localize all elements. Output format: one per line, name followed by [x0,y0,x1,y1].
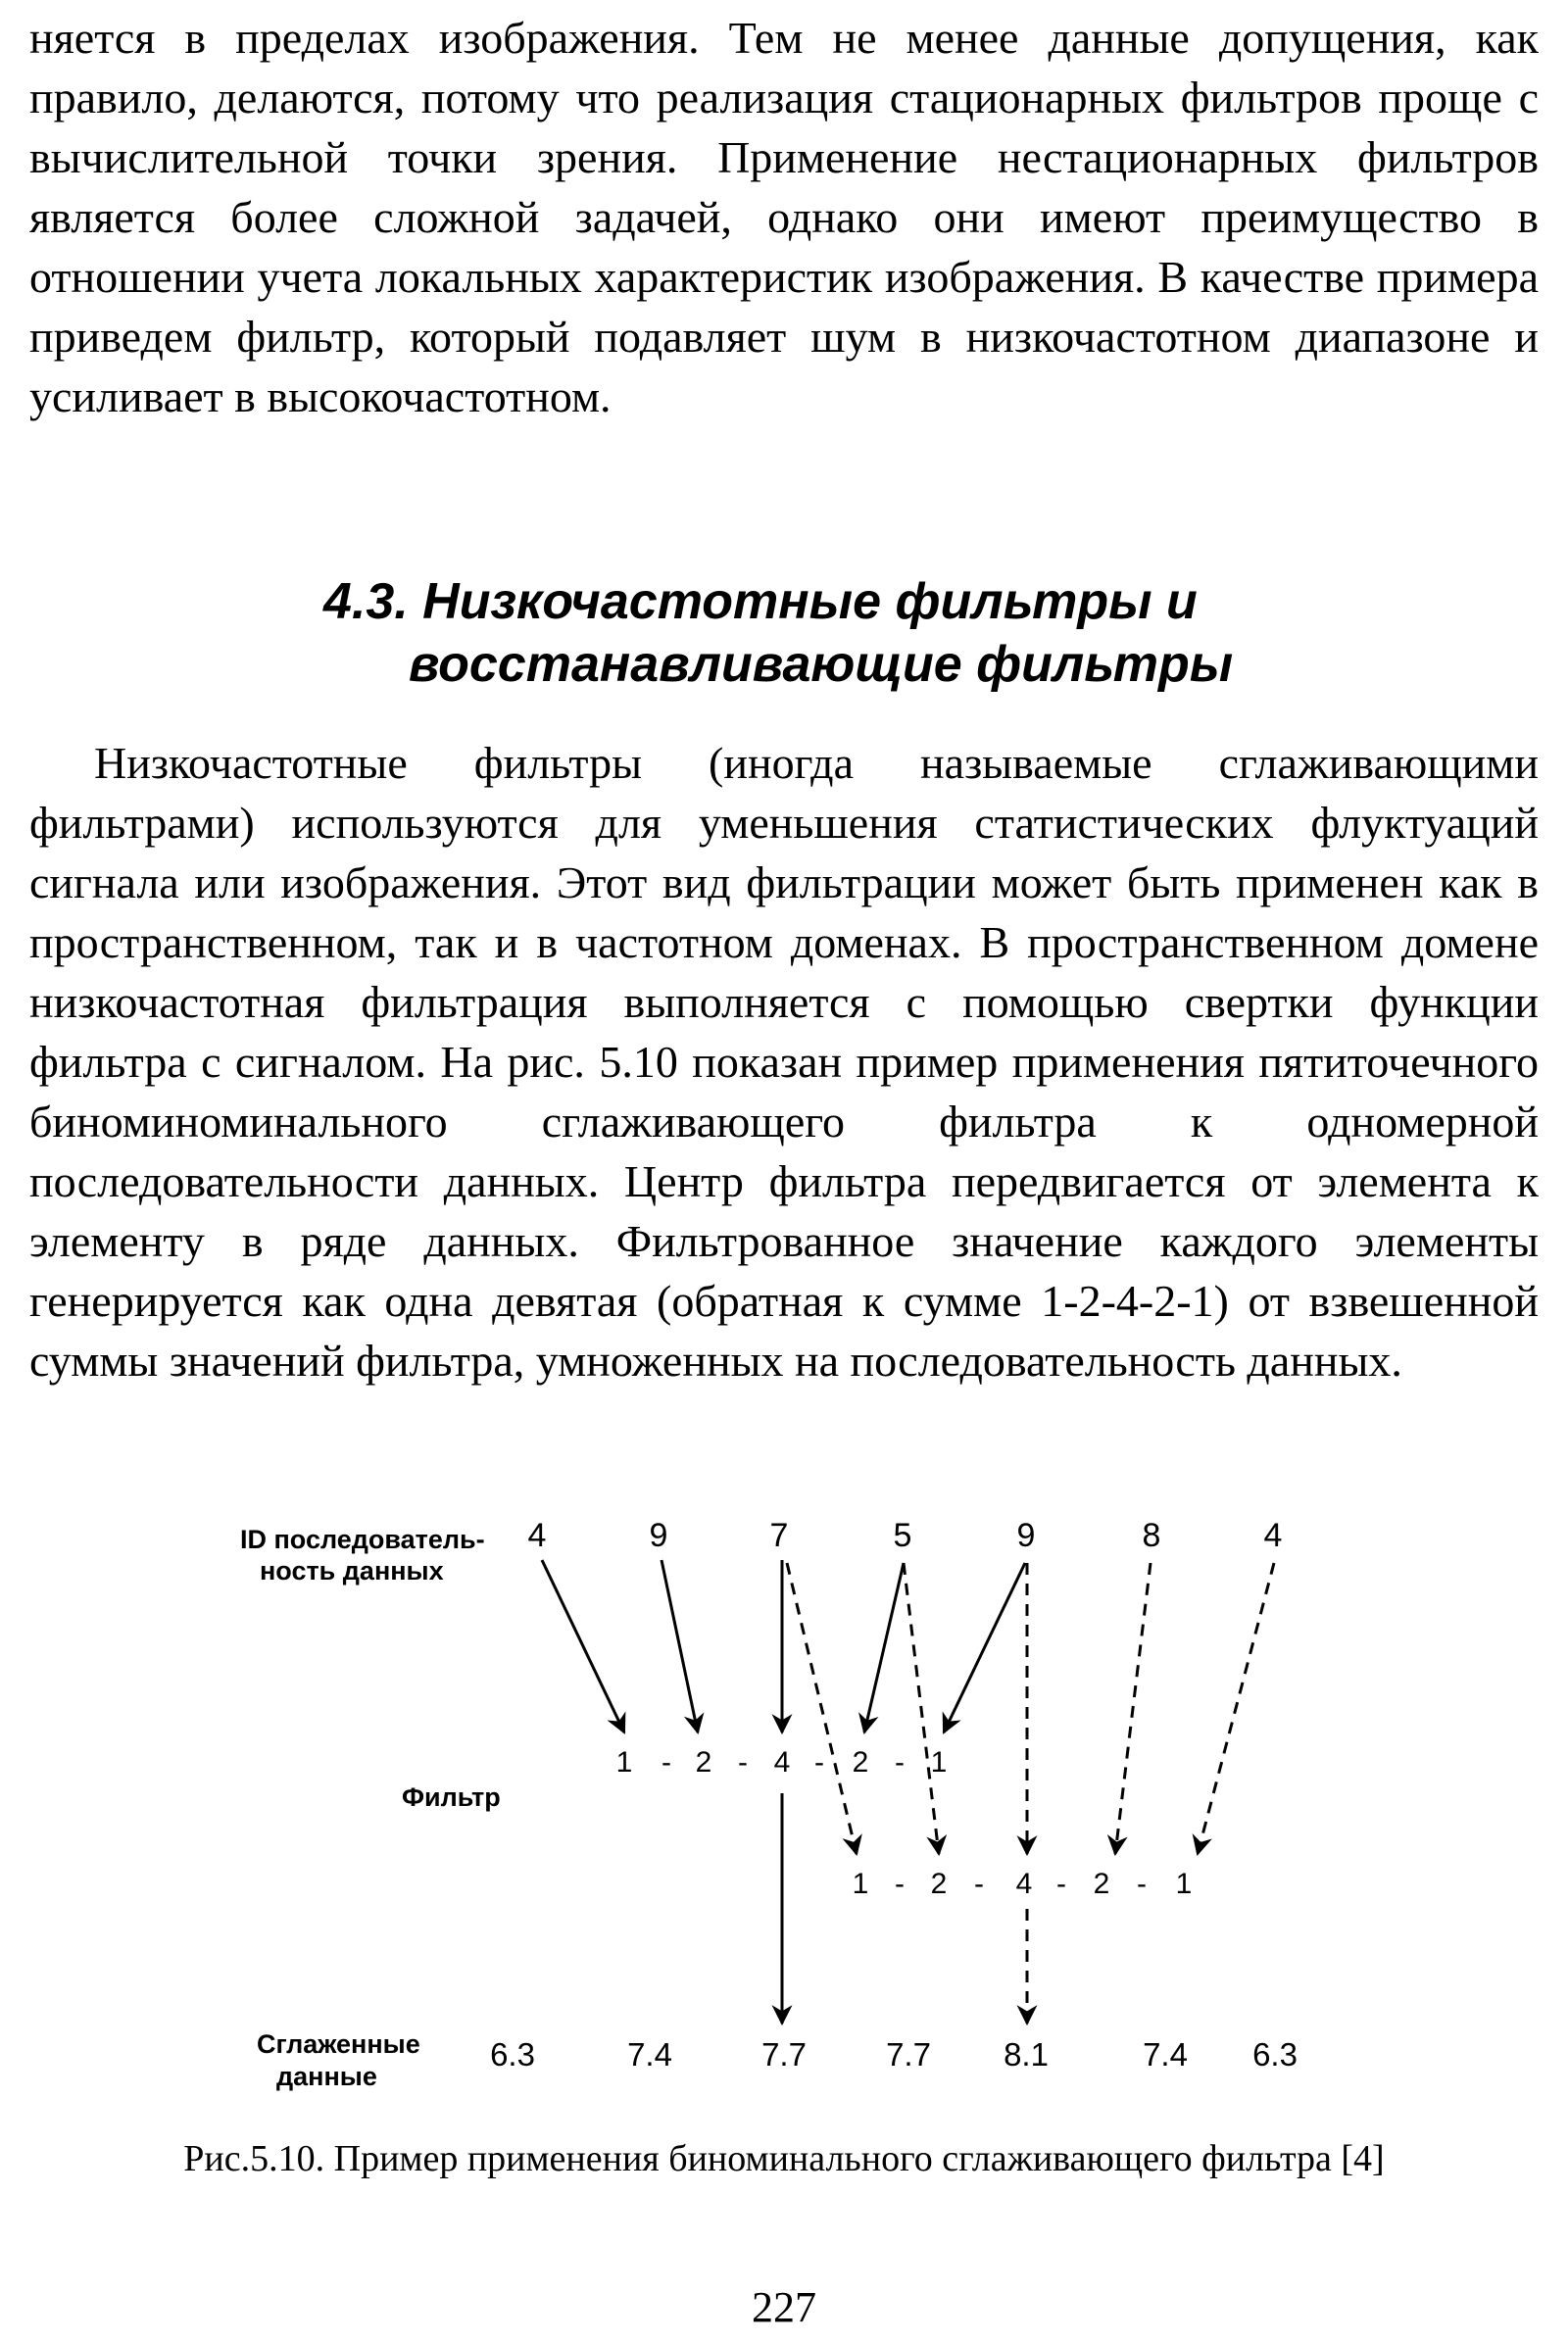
solid-arrow [864,1563,904,1732]
filter-row2-token: - [895,1868,905,1900]
paragraph-intro: Низкочастотные фильтры (иногда называемые сглаживающими фильтрами) используются для уменьшения статистических флуктуаций сигнала или изображения. Этот вид фильтрации может быть применен как в пространственном, так и в частотном доменах. В пространственном домене низкочастотная фильтрация выполняется с помощью свертки функции фильтра с сигналом. На рис. 5.10 показан пример применения пятиточечного биноминоминального сглаживающего фильтра к одномерной последовательности данных. Центр фильтра передвигается от элемента к элементу в ряде данных. Фильтрованное значение каждого элементы генерируется как одна девятая (обратная к сумме 1-2-4-2-1) от взвешенной суммы значений фильтра, умноженных на последовательность данных. [29,738,1539,1386]
filter-row2-token: - [1137,1868,1147,1900]
filter-figure [0,1499,1568,2185]
data-value: 7 [769,1517,789,1554]
data-value: 9 [649,1517,668,1554]
label-filter: Фильтр [402,1782,501,1812]
filter-row2-token: - [1056,1868,1066,1900]
dashed-arrow [1198,1563,1274,1854]
filter-row1-token: - [814,1746,824,1779]
dashed-arrow [787,1563,857,1854]
label-sequence-line2: ность данных [260,1556,444,1586]
smoothed-value: 6.3 [1252,2036,1298,2073]
filter-row1-token: 2 [695,1746,712,1779]
data-value: 9 [1016,1517,1036,1554]
smoothed-value: 6.3 [490,2036,535,2073]
filter-row2-token: 2 [930,1868,948,1900]
label-smoothed-line1: Сглаженные [257,2029,420,2059]
filter-row1-token: - [895,1746,905,1779]
filter-diagram [0,1499,1568,2146]
smoothed-value: 8.1 [1004,2036,1049,2073]
filter-row1-token: 1 [615,1746,633,1779]
figure-caption: Рис.5.10. Пример применения биноминального сглаживающего фильтра [4] [183,2138,1385,2179]
solid-arrow [542,1560,624,1732]
filter-row1-token: 2 [852,1746,869,1779]
label-smoothed-line2: данные [276,2062,377,2091]
filter-row2-token: 4 [1015,1868,1033,1900]
data-value: 8 [1142,1517,1161,1554]
filter-row1-token: - [738,1746,748,1779]
filter-row1-token: 4 [773,1746,791,1779]
label-sequence-line1: ID последователь- [240,1525,485,1554]
smoothed-value: 7.4 [627,2036,672,2073]
smoothed-value: 7.4 [1143,2036,1188,2073]
data-value: 4 [1263,1517,1283,1554]
filter-row2-token: - [974,1868,984,1900]
filter-row2-token: 2 [1093,1868,1110,1900]
page-number: 227 [752,2283,816,2331]
filter-row2-token: 1 [852,1868,869,1900]
section-heading [323,570,1401,696]
solid-arrow [662,1560,698,1732]
dashed-arrow [904,1563,939,1854]
filter-row2-token: 1 [1175,1868,1193,1900]
section-heading-line2: восстанавливающие фильтры [409,636,1234,693]
smoothed-value: 7.7 [886,2036,931,2073]
dashed-arrow [1115,1563,1151,1854]
section-heading-line1: 4.3. Низкочастотные фильтры и [323,573,1198,630]
solid-arrow [944,1563,1025,1732]
data-value: 4 [527,1517,547,1554]
paragraph-top: няется в пределах изображения. Тем не менее данные допущения, как правило, делаются, потому что реализация стационарных фильтров проще с вычислительной точки зрения. Применение нестационарных фильтров является более сложной задачей, однако они имеют преимущество в отношении учета локальных характеристик изображения. В качестве примера приведем фильтр, который подавляет шум в низкочастотном диапазоне и усиливает в высокочастотном. [29,13,1539,421]
smoothed-value: 7.7 [761,2036,807,2073]
filter-row1-token: 1 [930,1746,948,1779]
filter-row1-token: - [662,1746,671,1779]
data-value: 5 [893,1517,912,1554]
